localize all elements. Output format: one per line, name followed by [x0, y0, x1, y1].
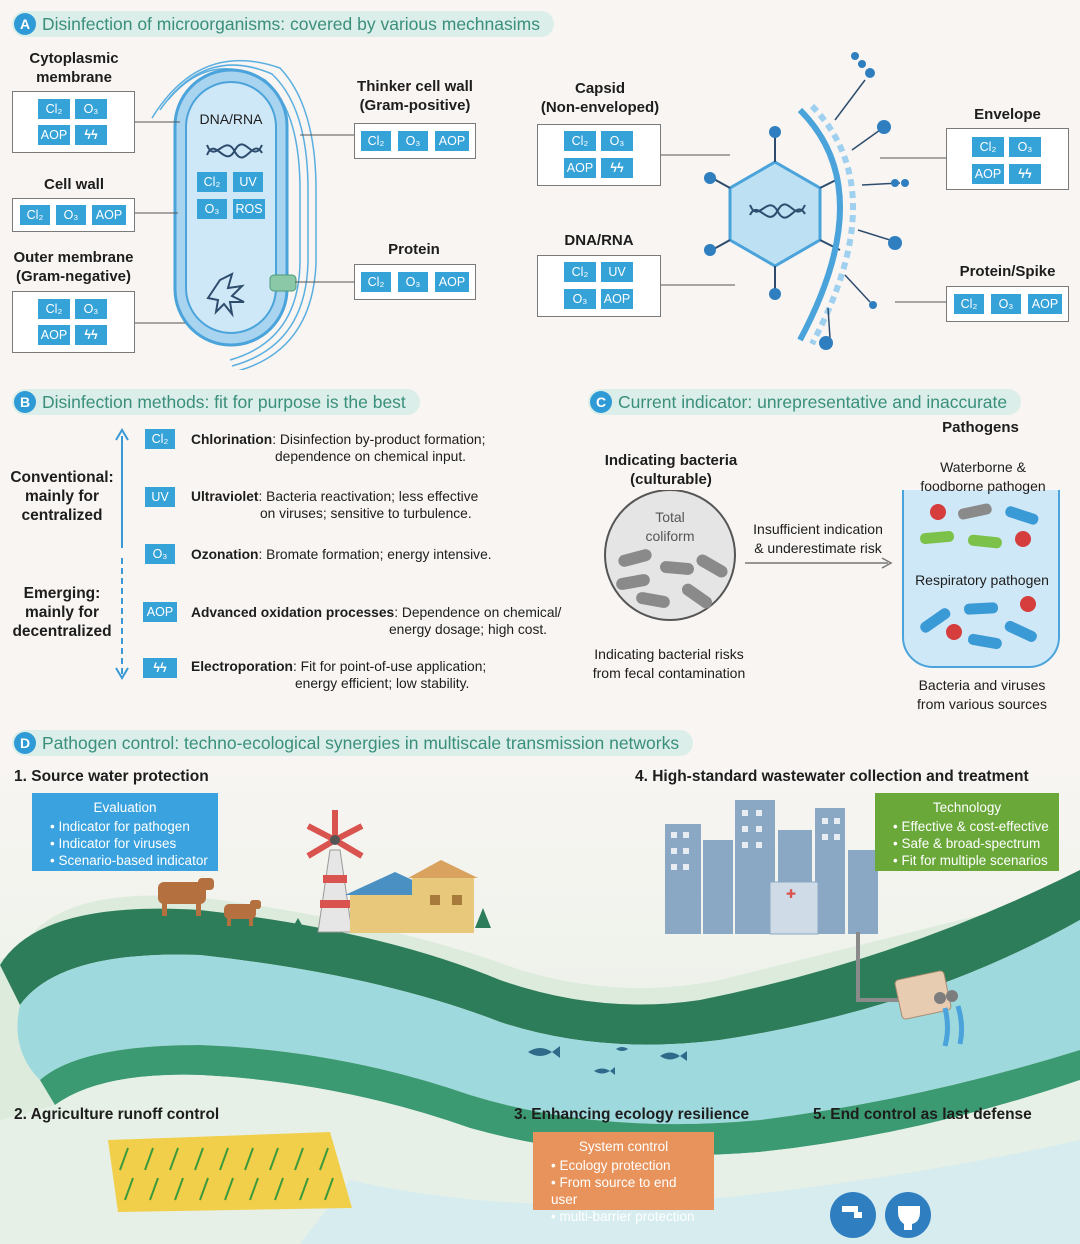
panel-letter: B [14, 391, 36, 413]
panel-title: Pathogen control: techno-ecological synergies in multiscale transmission networks [42, 732, 680, 753]
card-item: • Fit for multiple scenarios [893, 852, 1049, 869]
chip-cl2: Cl₂ [954, 294, 984, 314]
method-spectrum-arrow [112, 428, 132, 682]
card-item: • Ecology protection [551, 1157, 704, 1174]
method-row-chlorination [191, 431, 485, 448]
chip-aop: AOP [564, 158, 596, 178]
chip-cl2: Cl₂ [38, 299, 70, 319]
panel-a-header [12, 11, 554, 37]
method-desc-line2: dependence on chemical input. [275, 449, 466, 464]
chip-aop: AOP [972, 164, 1004, 184]
card-title: Evaluation [93, 800, 157, 815]
method-chip-electroporation: ϟϟ [143, 658, 177, 678]
method-desc: : Bromate formation; energy intensive. [258, 547, 492, 562]
panel-c-header [588, 389, 1021, 415]
chip-aop: AOP [92, 205, 126, 225]
panel-title: Disinfection of microorganisms: covered by various mechnasims [42, 13, 540, 34]
label-conventional: Conventional: mainly for centralized [10, 469, 114, 524]
method-desc: : Disinfection by-product formation; [272, 432, 486, 447]
chip-box-cytoplasmic [12, 91, 135, 153]
chip-o3: O₃ [991, 294, 1021, 314]
chip-aop: AOP [435, 131, 469, 151]
card-item: • Effective & cost-effective [893, 818, 1049, 835]
method-chip-ozonation: O₃ [145, 544, 175, 564]
panel-b-header [12, 389, 420, 415]
label-protein: Protein [388, 241, 440, 258]
label-thinker-cell-wall: Thinker cell wall (Gram-positive) [357, 78, 473, 114]
system-control-card [533, 1132, 714, 1224]
panel-letter: C [590, 391, 612, 413]
technology-card [875, 793, 1059, 871]
chip-aop: AOP [1028, 294, 1062, 314]
label-dna-rna-virus: DNA/RNA [564, 232, 634, 249]
panel-title: Current indicator: unrepresentative and inaccurate [618, 391, 1008, 412]
label-indicating-risks: Indicating bacterial risks from fecal contamination [592, 646, 746, 681]
label-cell-wall: Cell wall [43, 176, 105, 193]
chip-o3: O₃ [564, 289, 596, 309]
label-pathogens: Pathogens [942, 419, 1019, 436]
step-ecology: 3. Enhancing ecology resilience [514, 1106, 750, 1123]
chip-box-envelope [946, 128, 1069, 190]
chip-electroporation: ϟϟ [75, 125, 107, 145]
chip-cl2: Cl₂ [972, 137, 1004, 157]
step-agriculture: 2. Agriculture runoff control [14, 1106, 220, 1123]
chip-electroporation: ϟϟ [1009, 164, 1041, 184]
step-wastewater: 4. High-standard wastewater collection and treatment [635, 768, 1029, 785]
chip-aop: AOP [38, 125, 70, 145]
step-end-control: 5. End control as last defense [813, 1106, 1032, 1123]
method-name: Ultraviolet [191, 489, 259, 504]
label-sources: Bacteria and viruses from various sources [917, 677, 1047, 712]
method-desc-line2: energy dosage; high cost. [389, 622, 548, 637]
chip-cl2: Cl₂ [361, 131, 391, 151]
chip-cl2: Cl₂ [564, 262, 596, 282]
method-desc: : Bacteria reactivation; less effective [258, 489, 479, 504]
label-waterborne: Waterborne & foodborne pathogen [920, 459, 1046, 494]
svg-text:✚: ✚ [786, 887, 797, 901]
chip-o3: O₃ [56, 205, 86, 225]
evaluation-card [32, 793, 218, 871]
chip-cl2: Cl₂ [20, 205, 50, 225]
chip-aop: AOP [435, 272, 469, 292]
method-row-ultraviolet [191, 488, 478, 505]
chip-o3: O₃ [75, 299, 107, 319]
panel-title: Disinfection methods: fit for purpose is the best [42, 391, 406, 412]
method-name: Ozonation [191, 547, 259, 562]
method-row-aop [191, 604, 561, 621]
chip-o3: O₃ [75, 99, 107, 119]
chip-box-outer-membrane [12, 291, 135, 353]
label-indicating-bacteria: Indicating bacteria (culturable) [604, 452, 738, 488]
label-protein-spike: Protein/Spike [959, 263, 1056, 280]
method-name: Advanced oxidation processes [191, 605, 395, 620]
method-chip-aop: AOP [143, 602, 177, 622]
method-chip-chlorination: Cl₂ [145, 429, 175, 449]
chip-uv: UV [601, 262, 633, 282]
panel-letter: A [14, 13, 36, 35]
panel-letter: D [14, 732, 36, 754]
card-item: • Indicator for viruses [50, 835, 208, 852]
label-envelope: Envelope [974, 106, 1041, 123]
chip-aop: AOP [601, 289, 633, 309]
label-respiratory: Respiratory pathogen [915, 572, 1049, 588]
chip-electroporation: ϟϟ [75, 325, 107, 345]
label-cytoplasmic-membrane: Cytoplasmic membrane [29, 50, 119, 86]
label-insufficient-indication: Insufficient indication & underestimate risk [753, 521, 883, 556]
label-dna-rna-bacterium: DNA/RNA [199, 111, 263, 127]
card-title: System control [578, 1139, 669, 1154]
chip-o3: O₃ [1009, 137, 1041, 157]
card-item: • Indicator for pathogen [50, 818, 208, 835]
method-desc-line2: energy efficient; low stability. [295, 676, 470, 691]
label-outer-membrane: Outer membrane (Gram-negative) [13, 249, 134, 285]
chip-cl2: Cl₂ [361, 272, 391, 292]
chip-cl2: Cl₂ [38, 99, 70, 119]
card-item: • multi-barrier protection [551, 1208, 704, 1225]
method-chip-uv: UV [145, 487, 175, 507]
method-name: Chlorination [191, 432, 273, 447]
method-desc: : Fit for point-of-use application; [292, 659, 487, 674]
chip-uv: UV [233, 172, 263, 192]
panel-d-header [12, 730, 693, 756]
label-capsid: Capsid (Non-enveloped) [540, 80, 660, 116]
chip-ros: ROS [233, 199, 265, 219]
chip-o3: O₃ [601, 131, 633, 151]
chip-o3: O₃ [398, 131, 428, 151]
chip-cl2: Cl₂ [564, 131, 596, 151]
method-row-electroporation [191, 658, 486, 675]
step-source-water: 1. Source water protection [14, 768, 209, 785]
chip-electroporation: ϟϟ [601, 158, 633, 178]
method-desc-line2: on viruses; sensitive to turbulence. [260, 506, 472, 521]
label-total-coliform: Total coliform [645, 509, 695, 544]
card-item: • From source to end user [551, 1174, 704, 1208]
chip-o3: O₃ [398, 272, 428, 292]
chip-cl2: Cl₂ [197, 172, 227, 192]
method-desc: : Dependence on chemical/ [394, 605, 562, 620]
label-emerging: Emerging: mainly for decentralized [12, 585, 112, 640]
chip-aop: AOP [38, 325, 70, 345]
method-row-ozonation [191, 546, 492, 563]
card-item: • Safe & broad-spectrum [893, 835, 1049, 852]
card-title: Technology [932, 800, 1002, 815]
method-name: Electroporation [191, 659, 293, 674]
chip-o3: O₃ [197, 199, 227, 219]
chip-box-dna-rna-virus [537, 255, 661, 317]
card-item: • Scenario-based indicator [50, 852, 208, 869]
chip-box-capsid [537, 124, 661, 186]
